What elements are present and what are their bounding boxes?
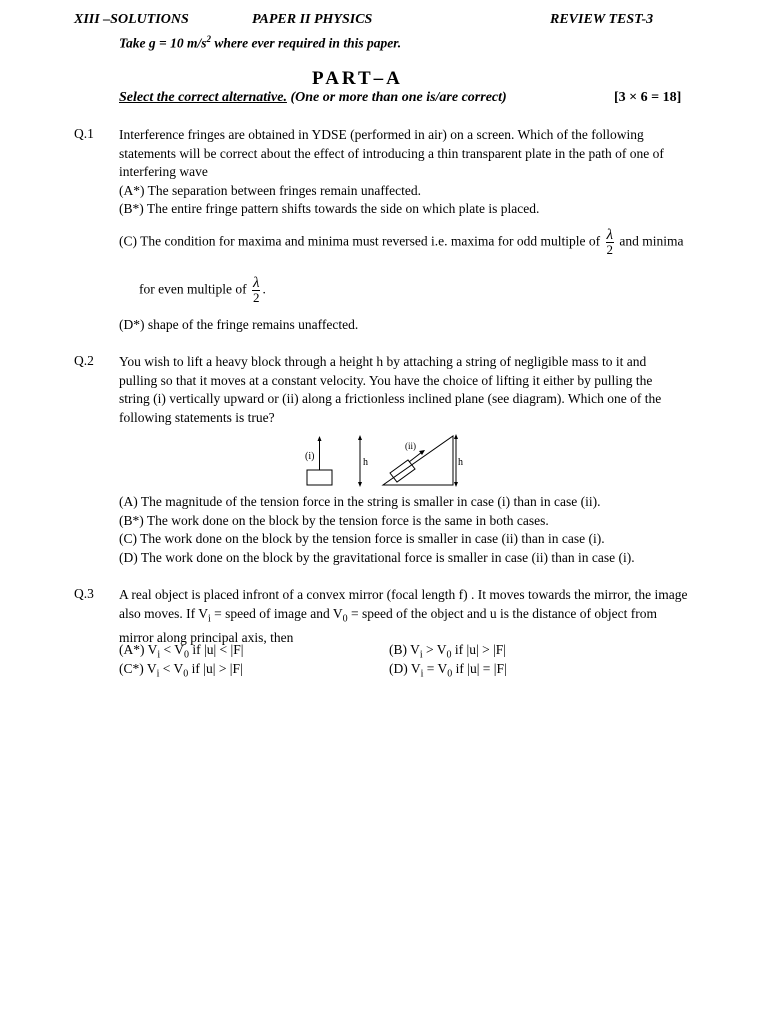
opt-text: (A*) V <box>119 642 158 657</box>
note-suffix: where ever required in this paper. <box>210 35 402 51</box>
q2-option-b: (B*) The work done on the block by the tension force is the same in both cases. <box>119 512 549 528</box>
lambda-fraction <box>606 228 615 257</box>
q1-option-d: (D*) shape of the fringe remains unaffected. <box>119 317 359 332</box>
string-case-ii <box>409 452 422 462</box>
q2-option-c: (C) The work done on the block by the tension force is smaller in case (ii) than in case (i). <box>119 531 605 546</box>
arrowhead-up-icon <box>358 435 362 440</box>
q3-number: Q.3 <box>74 586 94 601</box>
lambda-fraction <box>252 276 261 305</box>
arrowhead-up-icon <box>454 434 458 439</box>
label-i: (i) <box>305 451 315 462</box>
q3-text: = speed of the object and u is the distance of object from <box>347 605 658 621</box>
opt-text: if |u| < |F| <box>189 642 244 657</box>
frac-numerator: λ <box>606 227 614 243</box>
q3-option-c <box>119 660 243 684</box>
subscript: 0 <box>447 668 453 680</box>
frac-numerator: λ <box>252 275 260 291</box>
q3-line: A real object is placed infront of a convex mirror (focal length f) . It moves towards the mirror, the image <box>119 587 688 602</box>
note-prefix: Take g = 10 m/s <box>119 35 207 51</box>
opt-text: (C*) V <box>119 661 157 676</box>
instruction-rest: (One or more than one is/are correct) <box>286 90 507 105</box>
arrow-incline-icon <box>419 450 425 455</box>
label-h1: h <box>363 457 368 468</box>
subscript: i <box>156 668 160 680</box>
marks: [3 × 6 = 18] <box>614 90 682 105</box>
q1-option-c-text4: . <box>262 281 266 297</box>
frac-denominator: 2 <box>252 290 260 305</box>
opt-text: if |u| > |F| <box>451 642 506 657</box>
q1-line: interfering wave <box>119 164 208 179</box>
note-sup: 2 <box>206 34 211 44</box>
arrow-up-icon <box>318 436 322 441</box>
instruction <box>119 90 507 106</box>
q2-body <box>119 353 697 427</box>
frac-denominator: 2 <box>606 242 614 257</box>
q1-line: Interference fringes are obtained in YDSE (performed in air) on a screen. Which of the following <box>119 127 644 142</box>
arrowhead-down-icon <box>358 482 362 487</box>
q1-option-c <box>119 228 684 257</box>
part-title: PART–A <box>312 68 403 89</box>
q1-option-c-text: (C) The condition for maxima and minima must reversed i.e. maxima for odd multiple of <box>119 233 601 249</box>
opt-text: > V <box>422 642 447 657</box>
q3-text: also moves. If V <box>119 605 208 621</box>
subscript: i <box>157 649 161 661</box>
q1-number: Q.1 <box>74 126 94 141</box>
opt-text: < V <box>159 661 184 676</box>
arrowhead-down-icon <box>454 482 458 487</box>
instruction-underlined: Select the correct alternative. <box>119 90 287 105</box>
q1-option-a: (A*) The separation between fringes remain unaffected. <box>119 182 421 198</box>
subscript: i <box>420 668 424 680</box>
q3-line: mirror along principal axis, then <box>119 629 294 645</box>
header-left: XIII –SOLUTIONS <box>74 12 189 27</box>
header-center: PAPER II PHYSICS <box>252 12 373 27</box>
q2-number: Q.2 <box>74 353 94 368</box>
q3-line <box>119 605 697 629</box>
q1-line: statements will be correct about the effect of introducing a thin transparent plate in the path of one of <box>119 145 664 161</box>
subscript: i <box>419 649 423 661</box>
q2-option-a: (A) The magnitude of the tension force in the string is smaller in case (i) than in case (ii). <box>119 494 601 509</box>
opt-text: < V <box>160 642 185 657</box>
subscript: 0 <box>184 649 190 661</box>
q2-line: following statements is true? <box>119 409 275 425</box>
subscript: 0 <box>446 649 452 661</box>
label-ii: (ii) <box>405 441 416 451</box>
label-h2: h <box>458 457 463 468</box>
opt-text: if |u| = |F| <box>452 661 507 676</box>
q1-option-c-cont <box>139 276 266 305</box>
q2-line: You wish to lift a heavy block through a height h by attaching a string of negligible mass to it and <box>119 354 647 369</box>
subscript: 0 <box>183 668 189 680</box>
opt-text: if |u| > |F| <box>188 661 243 676</box>
subscript: 0 <box>342 613 348 625</box>
incline-diagram <box>296 430 466 492</box>
q3-body <box>119 586 697 647</box>
q1-body <box>119 126 697 219</box>
q1-option-c-text2: and minima <box>619 233 684 249</box>
q2-line: pulling so that it moves at a constant velocity. You have the choice of lifting it either by pulling the <box>119 372 653 388</box>
q1-option-c-text3: for even multiple of <box>139 281 247 297</box>
header-right: REVIEW TEST-3 <box>550 12 654 27</box>
q3-option-d <box>389 660 507 684</box>
opt-text: = V <box>423 661 448 676</box>
subscript: i <box>208 613 211 625</box>
q3-text: = speed of image and V <box>210 605 343 621</box>
q2-options <box>119 493 697 567</box>
q1-option-b: (B*) The entire fringe pattern shifts towards the side on which plate is placed. <box>119 201 540 216</box>
block-case-i <box>307 470 332 485</box>
q2-line: string (i) vertically upward or (ii) along a frictionless inclined plane (see diagram). Which one of the <box>119 391 662 406</box>
gravity-note <box>119 34 401 52</box>
q2-option-d: (D) The work done on the block by the gravitational force is smaller in case (ii) than in case (i). <box>119 549 635 565</box>
opt-text: (D) V <box>389 661 421 676</box>
opt-text: (B) V <box>389 642 420 657</box>
